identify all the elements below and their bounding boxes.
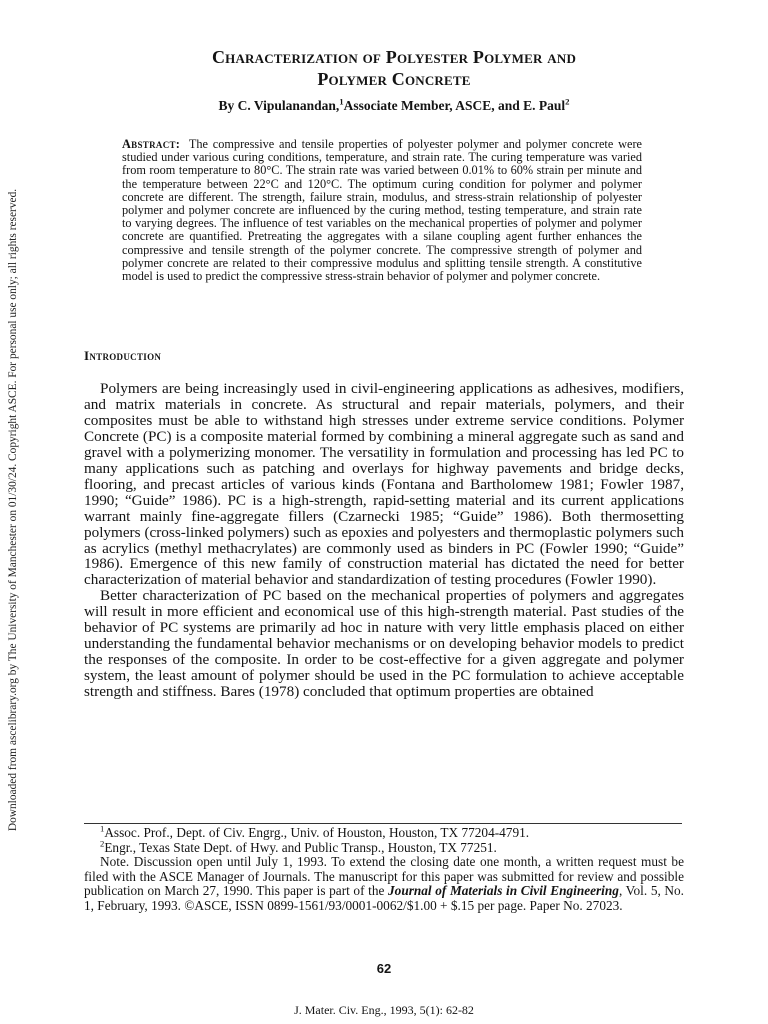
abstract-label: Abstract: xyxy=(122,137,181,151)
introduction-body xyxy=(84,381,684,700)
author-footnote-mark-2: 2 xyxy=(565,96,570,107)
footnote-1-mark: 1 xyxy=(100,823,105,834)
page-number: 62 xyxy=(376,961,392,976)
download-notice-text: Downloaded from ascelibrary.org by The University of Manchester on 01/30/24. Copyright ASCE. For personal use only; all rights reserved. xyxy=(7,188,19,832)
abstract-text: The compressive and tensile properties of polyester polymer and polymer concrete were studied under various curing conditions, temperature, and strain rate. The curing temperature was varied from room temperature to 80°C. The strain rate was varied between 0.01% to 60% strain per minute and the temperature between 22°C and 120°C. The optimum curing condition for polymer and polymer concrete are different. The strength, failure strain, modulus, and stress-strain relationship of polyester polymer and polymer concrete are influenced by the curing method, testing temperature, and strain rate to varying degrees. The influence of test variables on the mechanical properties of polymer and polymer concrete are quantified. Pretreating the aggregates with a silane coupling agent further enhances the compressive and tensile strength of the polymer concrete. The compressive strength of polymer and polymer concrete are related to their compressive modulus and splitting tensile strength. A constitutive model is used to predict the compressive stress-strain behavior of polymer and polymer concrete. xyxy=(122,137,642,284)
title-line-1: Characterization of Polyester Polymer and xyxy=(211,47,577,67)
publication-note xyxy=(84,855,684,913)
author-prefix: By C. Vipulanandan, xyxy=(218,98,340,113)
footnote-divider xyxy=(84,823,682,824)
download-notice xyxy=(5,40,21,980)
footnote-2-text: Engr., Texas State Dept. of Hwy. and Public Transp., Houston, TX 77251. xyxy=(104,839,497,855)
paragraph: Polymers are being increasingly used in civil-engineering applications as adhesives, modifiers, and matrix materials in concrete. As structural and repair materials, polymers, and their composites must be able to withstand high stresses under extreme service conditions. Polymer Concrete (PC) is a composite material formed by combining a mineral aggregate such as sand and gravel with a polymerizing monomer. The versatility in formulation and processing has led PC to many applications such as patching and overlays for highway pavements and bridge decks, flooring, and precast articles of various kinds (Fontana and Bartholomew 1981; Fowler 1987, 1990; “Guide” 1986). PC is a high-strength, rapid-setting material and its current applications warrant mainly fine-aggregate fillers (Czarnecki 1985; “Guide” 1986). Both thermosetting polymers (cross-linked polymers) such as epoxies and polyesters and thermoplastic polymers such as acrylics (methyl methacrylates) are commonly used as binders in PC (Fowler 1990; “Guide” 1986). Emergence of this new family of construction material has dictated the need for better characterization of material behavior and standardization of testing procedures (Fowler 1990). xyxy=(84,380,684,589)
footnote-1 xyxy=(84,823,684,841)
title-line-2: Polymer Concrete xyxy=(317,69,471,89)
journal-name: Journal of Materials in Civil Engineering xyxy=(388,883,619,899)
author-footnote-mark-1: 1 xyxy=(339,96,344,107)
publication-note-text-a: Note. Discussion open until July 1, 1993. To extend the closing date one month, a written request must be filed with the ASCE Manager of Journals. The manuscript for this paper was submitted for review and possible publication on March 27, 1990. This paper is part of the xyxy=(84,854,684,899)
paper-title xyxy=(100,46,688,90)
publication-note-text-b: , Vol. 5, No. 1, February, 1993. ©ASCE, ISSN 0899-1561/93/0001-0062/$1.00 + $.15 per page. Paper No. 27023. xyxy=(84,883,684,913)
section-heading-introduction: Introduction xyxy=(84,348,162,363)
paragraph: Better characterization of PC based on the mechanical properties of polymers and aggregates will result in more efficient and economical use of this high-strength material. Past studies of the behavior of PC systems are primarily ad hoc in nature with very little emphasis placed on either understanding the fundamental behavior mechanisms or on developing behavior models to predict the responses of the composite. In order to be cost-effective for a given aggregate and polymer system, the least amount of polymer should be used in the PC formulation to achieve acceptable strength and stiffness. Bares (1978) concluded that optimum properties are obtained xyxy=(84,587,684,701)
author-rest: Associate Member, ASCE, and E. Paul xyxy=(343,98,566,113)
footnotes xyxy=(84,823,684,914)
footnote-1-text: Assoc. Prof., Dept. of Civ. Engrg., Univ. of Houston, Houston, TX 77204-4791. xyxy=(104,825,530,840)
abstract xyxy=(122,138,642,283)
author-line xyxy=(100,97,688,114)
footnote-2-mark: 2 xyxy=(100,838,105,849)
footnote-2 xyxy=(84,838,684,856)
citation-footer: J. Mater. Civ. Eng., 1993, 5(1): 62-82 xyxy=(294,1003,474,1017)
